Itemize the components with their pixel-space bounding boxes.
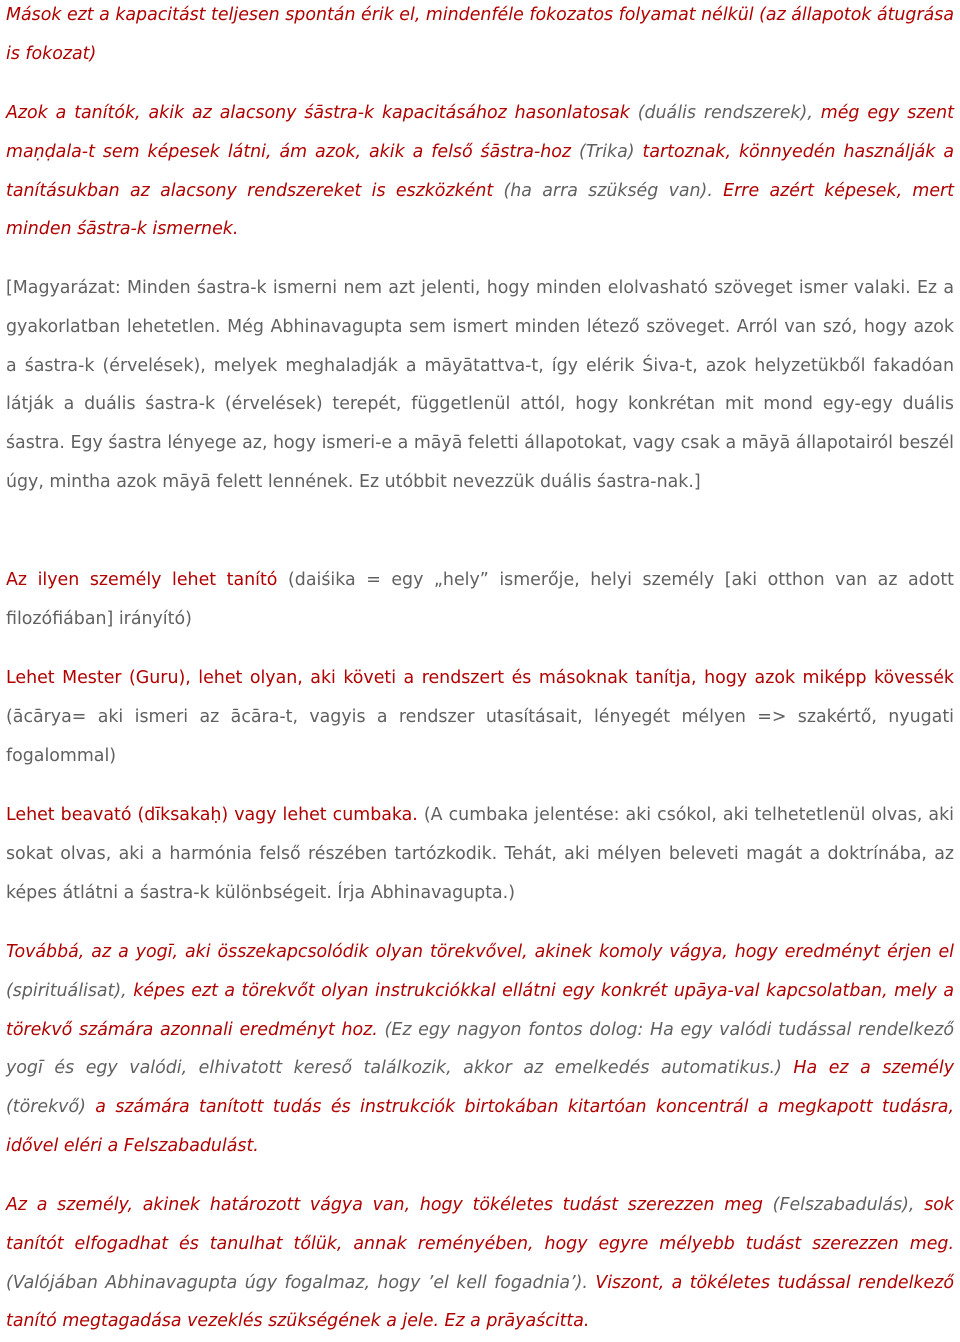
text-segment: (ācārya= aki ismeri az ācāra-t, vagyis a rendszer utasításait, lényegét mélyen => szakértő, nyugati fogalommal) [6, 706, 954, 766]
text-segment: Erre azért képesek, mert minden śāstra-k ismernek. [6, 180, 955, 240]
text-segment: (duális rendszerek), [629, 103, 821, 123]
text-segment: (spirituálisat), [6, 980, 134, 1001]
text-segment: Az a személy, akinek határozott vágya van, hogy tökéletes tudást szerezzen meg [6, 1195, 763, 1215]
text-segment: Az ilyen személy lehet tanító [6, 570, 278, 590]
text-segment: (daiśika = egy „hely” ismerője, helyi személy [aki otthon van az adott filozófiában] irányító) [6, 570, 954, 629]
text-segment: (Felszabadulás), [762, 1195, 925, 1215]
paragraph-5 [6, 659, 954, 775]
text-segment: Azok a tanítók, akik az alacsony śāstra-k kapacitásához hasonlatosak [6, 103, 630, 123]
text-segment: képes ezt a törekvőt olyan instrukciókkal ellátni egy konkrét upāya-val kapcsolatban, mely a törekvő számára azonnali eredményt hoz. [6, 980, 954, 1040]
text-segment: Lehet Mester (Guru), lehet olyan, aki követi a rendszert és másoknak tanítja, hogy azok miképp kövessék [6, 668, 954, 688]
paragraph-6 [6, 796, 954, 912]
text-segment: Lehet beavató (dīksakaḥ) vagy lehet cumbaka. [6, 805, 418, 825]
paragraph-3 [6, 269, 954, 502]
text-segment: még egy szent maṇḍala-t sem képesek látni, ám azok, akik a felső śāstra-hoz [6, 103, 955, 162]
text-segment: (Trika) [571, 141, 643, 162]
text-segment: Továbbá, az a yogī, aki összekapcsolódik olyan törekvővel, akinek komoly vágya, hogy eredményt érjen el [6, 942, 954, 962]
text-segment: a számára tanított tudás és instrukciók birtokában kitartóan koncentrál a megkapott tudásra, idővel eléri a Felszabadulást. [6, 1097, 954, 1156]
paragraph-1 [6, 0, 954, 74]
text-segment: sok tanítót elfogadhat és tanulhat tőlük, annak reményében, hogy egyre mélyebb tudást szerezzen meg. [6, 1195, 954, 1254]
text-segment: Ha ez a személy [793, 1058, 954, 1079]
paragraph-8 [6, 1186, 954, 1341]
text-segment: (ha arra szükség van). [493, 180, 724, 201]
text-segment: tartoznak, könnyedén használják a tanításukban az alacsony rendszereket is eszközként [6, 141, 954, 201]
paragraph-4 [6, 561, 954, 639]
paragraph-7 [6, 933, 954, 1166]
text-segment: Viszont, a tökéletes tudással rendelkező tanító megtagadása vezeklés szükségének a jele. Ez a prāyaścitta. [6, 1272, 954, 1332]
text-segment: (törekvő) [6, 1097, 96, 1118]
text-segment: (A cumbaka jelentése: aki csókol, aki telhetetlenül olvas, aki sokat olvas, aki a harmónia felső részében tartózkodik. Tehát, aki mélyen beleveti magát a doktrínába, az képes átlátni a śastra-k különbségeit. Írja Abhinavagupta.) [6, 805, 954, 903]
text-segment: (Ez egy nagyon fontos dolog: Ha egy valódi tudással rendelkező yogī és egy valódi, elhivatott kereső találkozik, akkor az emelkedés automatikus.) [6, 1019, 954, 1079]
text-segment: [Magyarázat: Minden śastra-k ismerni nem azt jelenti, hogy minden elolvasható szöveget ismer valaki. Ez a gyakorlatban lehetetlen. Még Abhinavagupta sem ismert minden létező szöveget. Arról van szó, hogy azok a śastra-k (érvelések), melyek meghaladják a māyātattva-t, így elérik Śiva-t, azok helyzetükből fakadóan látják a duális śastra-k (érvelések) terepét, függetlenül attól, hogy konkrétan mit mond egy-egy duális śastra. Egy śastra lényege az, hogy ismeri-e a māyā feletti állapotokat, vagy csak a māyā állapotairól beszél úgy, mintha azok māyā felett lennének. Ez utóbbit nevezzük duális śastra-nak.] [6, 278, 954, 492]
paragraph-2 [6, 94, 954, 249]
text-segment: Mások ezt a kapacitást teljesen spontán érik el, mindenféle fokozatos folyamat nélkül (az állapotok átugrása is fokozat) [6, 5, 954, 64]
text-segment: (Valójában Abhinavagupta úgy fogalmaz, hogy ’el kell fogadnia’). [6, 1272, 596, 1293]
